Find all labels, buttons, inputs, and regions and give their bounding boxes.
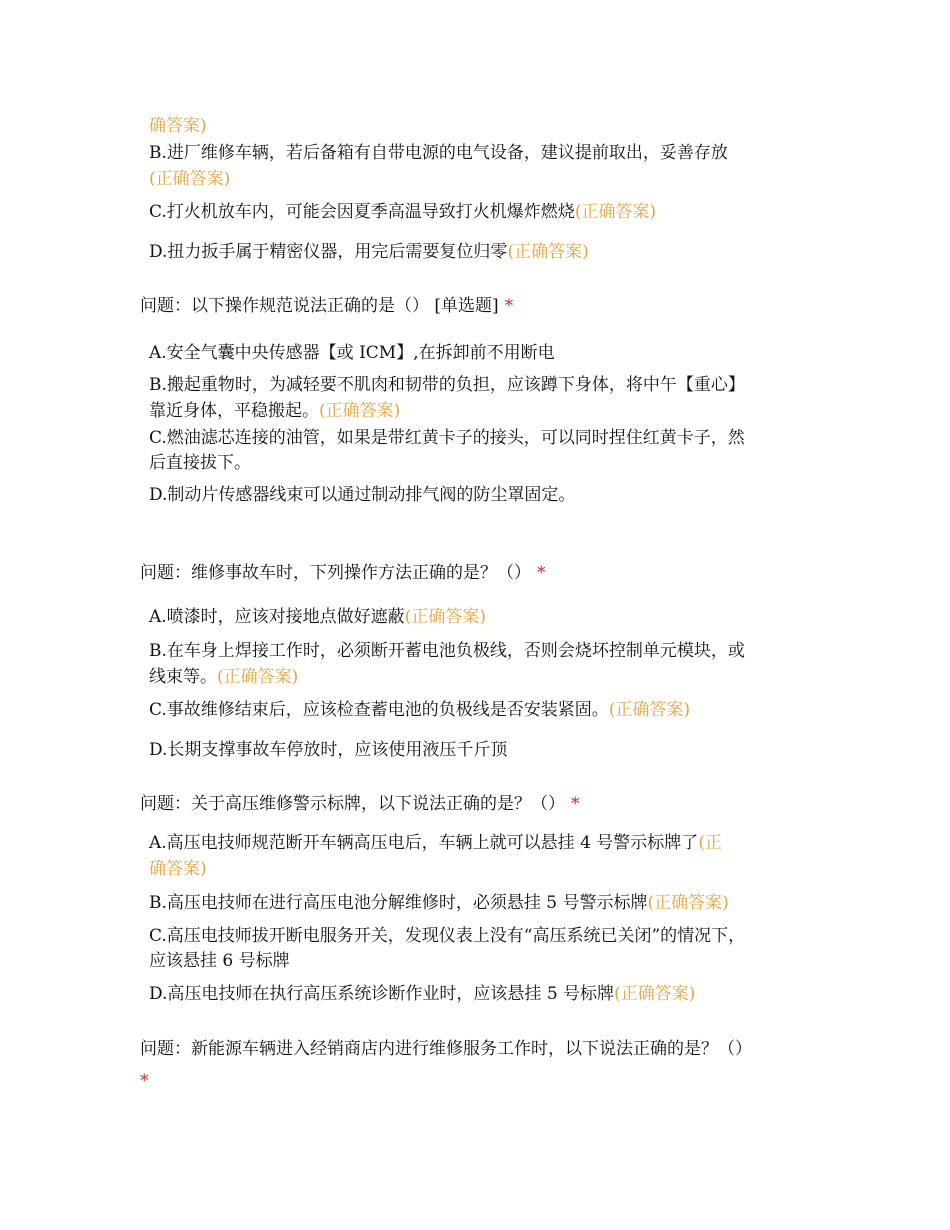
q2-title: 问题：维修事故车时，下列操作方法正确的是？（） * (140, 563, 546, 583)
required-mark: * (571, 794, 580, 814)
q3-title: 问题：关于高压维修警示标牌，以下说法正确的是？（） * (140, 794, 580, 814)
q1-option-a[interactable]: A.安全气囊中央传感器【或 ICM】,在拆卸前不用断电 (149, 343, 555, 363)
q2-option-d[interactable]: D.长期支撑事故车停放时，应该使用液压千斤顶 (149, 740, 508, 760)
correct-answer-tag: (正确答案) (574, 202, 657, 222)
q2-option-b[interactable]: B.在车身上焊接工作时，必须断开蓄电池负极线，否则会烧坏控制单元模块，或 (149, 641, 745, 661)
q2-option-b-cont[interactable]: 线束等。(正确答案) (149, 667, 299, 687)
answer-tag-continued: 确答案) (149, 116, 207, 136)
correct-answer-tag: 确答案) (149, 859, 207, 879)
q1-option-c[interactable]: C.燃油滤芯连接的油管，如果是带红黄卡子的接头，可以同时捏住红黄卡子，然 (149, 428, 745, 448)
q3-option-a[interactable]: A.高压电技师规范断开车辆高压电后，车辆上就可以悬挂 4 号警示标牌了(正 (149, 833, 722, 853)
q1-option-b-cont[interactable]: 靠近身体，平稳搬起。(正确答案) (149, 401, 401, 421)
q0-option-d[interactable]: D.扭力扳手属于精密仪器，用完后需要复位归零(正确答案) (149, 242, 589, 262)
correct-answer-tag: (正确答案) (647, 893, 729, 913)
required-mark: * (140, 1071, 149, 1091)
correct-answer-tag: (正确答案) (614, 984, 696, 1004)
q3-option-b[interactable]: B.高压电技师在进行高压电池分解维修时，必须悬挂 5 号警示标牌(正确答案) (149, 893, 729, 913)
correct-answer-tag: (正确答案) (217, 667, 299, 687)
q1-title: 问题：以下操作规范说法正确的是（） [单选题] * (140, 296, 514, 316)
q3-option-a-cont (149, 856, 207, 882)
required-mark: * (504, 296, 514, 316)
required-mark: * (537, 563, 546, 583)
q4-title: 问题：新能源车辆进入经销商店内进行维修服务工作时，以下说法正确的是？（） (140, 1039, 752, 1059)
q2-option-c[interactable]: C.事故维修结束后，应该检查蓄电池的负极线是否安装紧固。(正确答案) (149, 700, 691, 720)
q1-option-b[interactable]: B.搬起重物时，为减轻要不肌肉和韧带的负担，应该蹲下身体，将中午【重心】 (149, 375, 745, 395)
q3-option-d[interactable]: D.高压电技师在执行高压系统诊断作业时，应该悬挂 5 号标牌(正确答案) (149, 984, 696, 1004)
q3-option-c-cont[interactable]: 应该悬挂 6 号标牌 (149, 951, 290, 971)
q0-option-c[interactable]: C.打火机放车内，可能会因夏季高温导致打火机爆炸燃烧(正确答案) (149, 202, 657, 222)
correct-answer-tag: (正确答案) (608, 700, 691, 720)
q2-option-a[interactable]: A.喷漆时，应该对接地点做好遮蔽(正确答案) (149, 607, 486, 627)
correct-answer-tag: (正确答案) (507, 242, 589, 262)
q0-option-b[interactable]: B.进厂维修车辆，若后备箱有自带电源的电气设备，建议提前取出，妥善存放 (149, 143, 728, 163)
q1-option-d[interactable]: D.制动片传感器线束可以通过制动排气阀的防尘罩固定。 (149, 485, 576, 505)
correct-answer-tag: (正确答案) (319, 401, 401, 421)
q0-option-b-answer: (正确答案) (149, 169, 231, 189)
q4-required (140, 1068, 149, 1094)
q3-option-c[interactable]: C.高压电技师拔开断电服务开关，发现仪表上没有“高压系统已关闭”的情况下， (149, 926, 746, 946)
correct-answer-tag: (正确答案) (404, 607, 486, 627)
q1-option-c-cont[interactable]: 后直接拔下。 (149, 453, 251, 473)
